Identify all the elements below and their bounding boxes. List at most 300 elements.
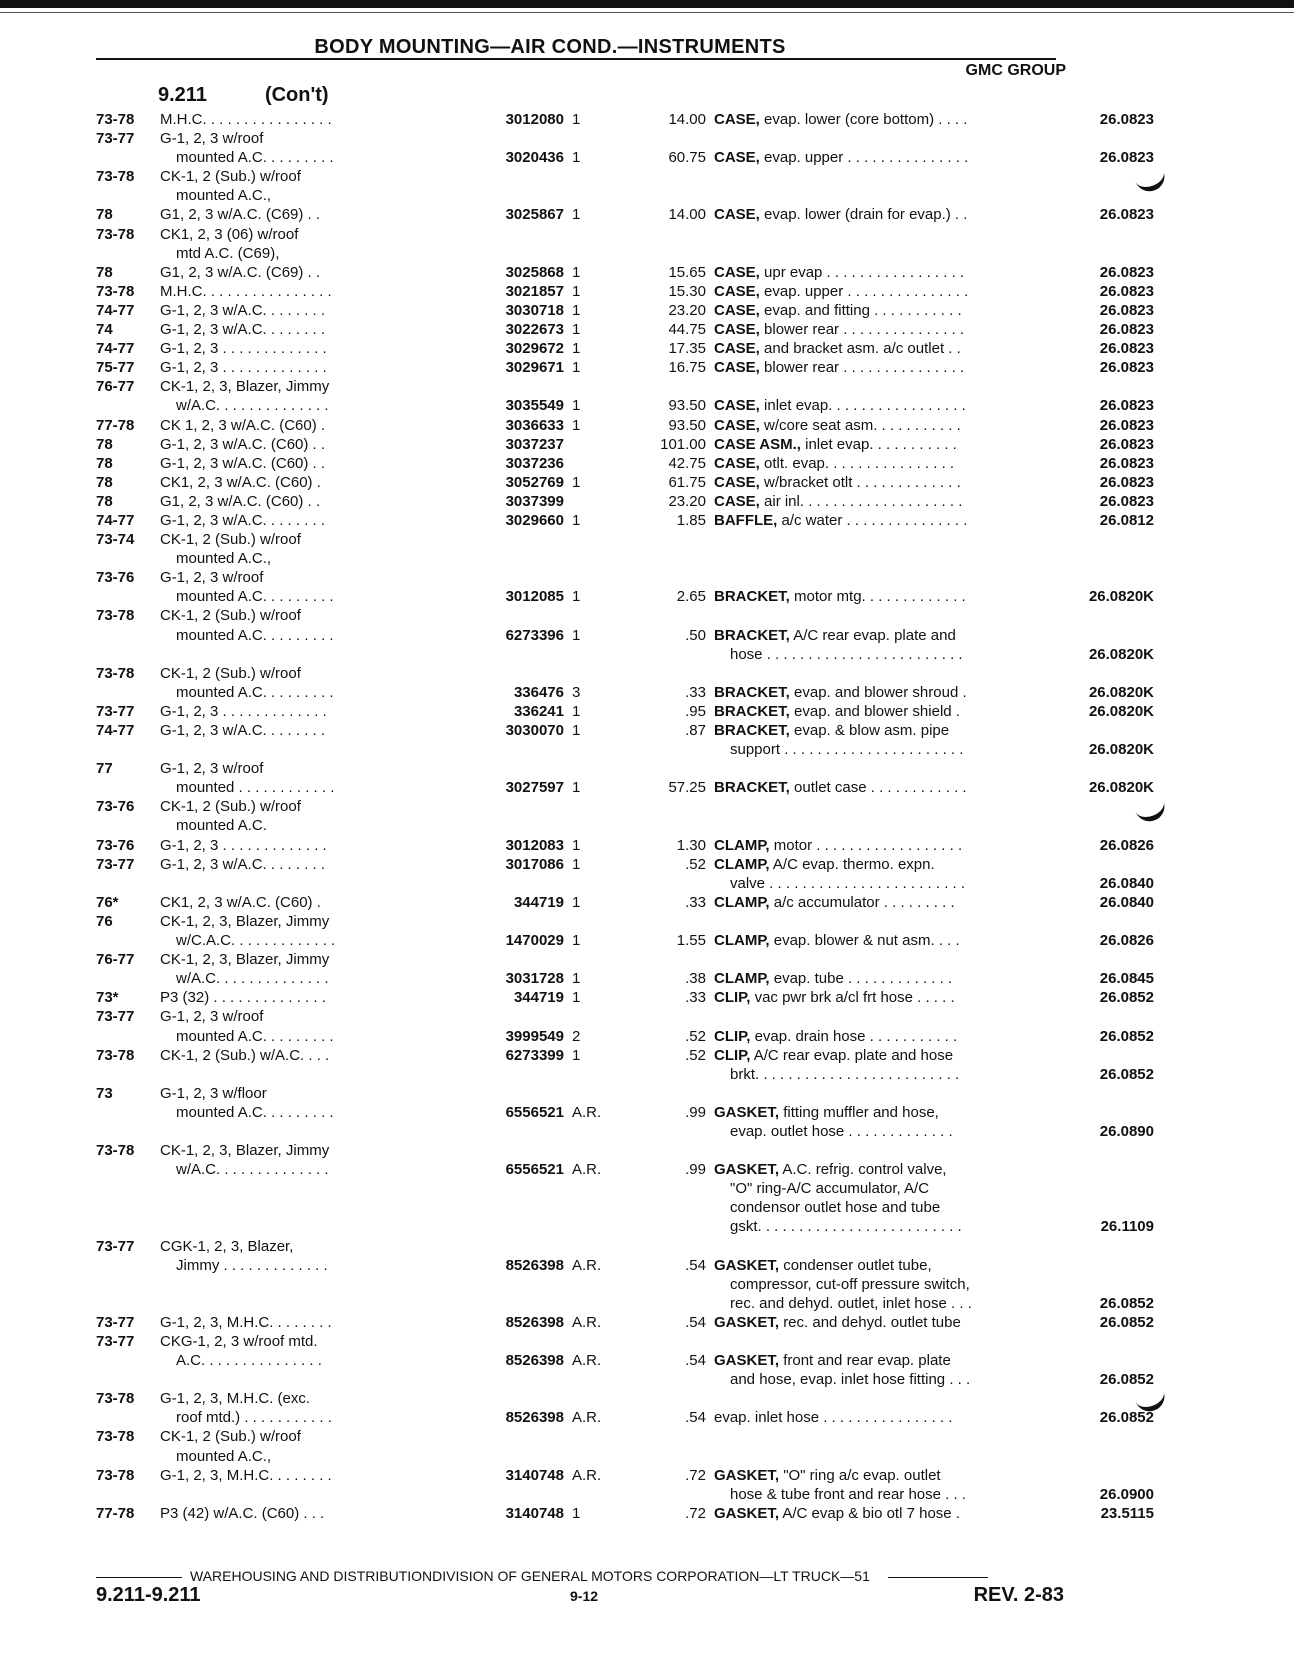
model-years: 76-77: [96, 378, 135, 396]
part-name-keyword: CASE,: [714, 473, 760, 491]
gmc-group: 26.0826: [1099, 836, 1154, 854]
application-description: G-1, 2, 3 . . . . . . . . . . . . .: [160, 702, 327, 720]
part-number: 3012083: [505, 836, 564, 854]
table-row: [96, 816, 1066, 835]
model-years: 78: [96, 473, 113, 491]
model-years: 74-77: [96, 301, 135, 319]
application-description: M.H.C. . . . . . . . . . . . . . . .: [160, 111, 332, 128]
application-description: G-1, 2, 3 w/floor: [160, 1084, 267, 1102]
part-name: [730, 1217, 1040, 1236]
part-number: 3012080: [505, 111, 564, 128]
part-name: [714, 969, 1040, 988]
part-name: [730, 1370, 1040, 1389]
part-number: 3012085: [505, 588, 564, 606]
footer-publisher-text: WAREHOUSING AND DISTRIBUTIONDIVISION OF GENERAL MOTORS CORPORATION—LT TRUCK—51: [190, 1568, 870, 1584]
table-row: [96, 702, 1154, 721]
table-row: [96, 931, 1154, 950]
table-row: [96, 1351, 1066, 1370]
table-row: [96, 1217, 1154, 1236]
table-row: [96, 587, 1154, 606]
part-name-detail: rec. and dehyd. outlet, inlet hose . . .: [730, 1294, 972, 1312]
price: 1.30: [676, 836, 706, 854]
application-description: mounted A.C. . . . . . . . .: [176, 626, 334, 644]
gmc-group: 26.0823: [1099, 397, 1154, 415]
table-row: [96, 1103, 1066, 1122]
part-name-detail: hose & tube front and rear hose . . .: [730, 1485, 966, 1503]
price: .33: [685, 893, 706, 911]
application-description: mounted A.C. . . . . . . . .: [176, 588, 334, 606]
quantity: A.R.: [572, 1161, 602, 1179]
part-name-detail: evap. blower & nut asm. . . .: [773, 932, 960, 950]
application-description: mounted A.C. . . . . . . . .: [176, 1103, 334, 1121]
part-name-keyword: CASE,: [714, 321, 760, 339]
application-description: CK-1, 2 (Sub.) w/roof: [160, 607, 301, 625]
part-name-detail: inlet evap. . . . . . . . . . .: [805, 435, 957, 453]
part-name: [730, 1294, 1040, 1313]
part-name: [714, 1408, 1040, 1427]
model-years: 78: [96, 435, 113, 453]
quantity: 1: [572, 416, 581, 434]
part-number: 3029671: [505, 359, 564, 377]
table-row: [96, 1313, 1154, 1332]
gmc-group: 26.0852: [1099, 1409, 1154, 1427]
gmc-group: 26.0823: [1099, 301, 1154, 319]
gmc-group: 26.0812: [1099, 511, 1154, 529]
price: 93.50: [668, 416, 706, 434]
part-name: [714, 855, 1040, 874]
model-years: 73-78: [96, 1046, 135, 1064]
price: .72: [685, 1466, 706, 1484]
table-row: [96, 1294, 1154, 1313]
gmc-group: 26.0820K: [1088, 779, 1154, 797]
application-description: G-1, 2, 3, M.H.C. . . . . . . .: [160, 1313, 332, 1331]
gmc-group: 26.0823: [1099, 321, 1154, 339]
quantity: 3: [572, 683, 581, 701]
table-row: [96, 1046, 1066, 1065]
application-description: w/C.A.C. . . . . . . . . . . . .: [176, 932, 336, 950]
model-years: 78: [96, 206, 113, 224]
model-years: 77-78: [96, 1504, 135, 1522]
price: 57.25: [668, 779, 706, 797]
model-years: 73-76: [96, 798, 135, 816]
table-row: [96, 301, 1154, 320]
quantity: 1: [572, 111, 581, 128]
part-name-keyword: BRACKET,: [714, 722, 790, 739]
price: .54: [685, 1313, 706, 1331]
application-description: G-1, 2, 3 . . . . . . . . . . . . .: [160, 359, 327, 377]
table-row: [96, 1007, 1066, 1026]
gmc-group: 26.0820K: [1088, 683, 1154, 701]
part-name: [714, 454, 1040, 473]
table-row: [96, 492, 1154, 511]
table-row: [96, 320, 1154, 339]
table-row: [96, 110, 1154, 129]
part-name: [714, 205, 1040, 224]
part-name-detail: vac pwr brk a/cl frt hose . . . . .: [754, 989, 955, 1007]
part-name-detail: outlet case . . . . . . . . . . . .: [794, 779, 967, 797]
price: .52: [685, 1046, 706, 1064]
application-description: CK-1, 2 (Sub.) w/roof: [160, 531, 301, 549]
price: .33: [685, 989, 706, 1007]
application-description: A.C. . . . . . . . . . . . . . .: [176, 1352, 322, 1370]
application-description: mounted . . . . . . . . . . . .: [176, 779, 335, 797]
part-name: [730, 1275, 1040, 1294]
part-name: [714, 587, 1040, 606]
part-name-keyword: GASKET,: [714, 1313, 780, 1331]
part-name: [730, 1122, 1040, 1141]
application-description: Jimmy . . . . . . . . . . . . .: [176, 1256, 328, 1274]
model-years: 73-78: [96, 1466, 135, 1484]
gmc-group: 26.0852: [1099, 1294, 1154, 1312]
part-name-keyword: BRACKET,: [714, 702, 790, 720]
part-name: [714, 1256, 1040, 1275]
table-row: [96, 1027, 1154, 1046]
application-description: M.H.C. . . . . . . . . . . . . . . .: [160, 282, 332, 300]
part-number: 3030070: [505, 722, 564, 739]
quantity: 1: [572, 301, 581, 319]
quantity: A.R.: [572, 1313, 602, 1331]
part-name-detail: evap. drain hose . . . . . . . . . . .: [754, 1027, 958, 1045]
part-name: [714, 416, 1040, 435]
footer-rule-left: [96, 1577, 182, 1578]
table-row: [96, 721, 1066, 740]
table-row: [96, 836, 1154, 855]
part-name: [714, 1504, 1040, 1523]
part-name-detail: valve . . . . . . . . . . . . . . . . . . . . . . . .: [730, 874, 966, 892]
table-row: [96, 416, 1154, 435]
quantity: 1: [572, 149, 581, 167]
quantity: 1: [572, 340, 581, 358]
price: .38: [685, 970, 706, 988]
part-name-keyword: GASKET,: [714, 1504, 780, 1522]
parts-table: [96, 110, 1154, 1523]
model-years: 73-78: [96, 168, 135, 186]
table-row: [96, 778, 1154, 797]
model-years: 74-77: [96, 722, 135, 739]
application-description: P3 (42) w/A.C. (C60) . . .: [160, 1504, 325, 1522]
application-description: G-1, 2, 3 w/A.C. . . . . . . .: [160, 511, 326, 529]
gmc-group: 26.0823: [1099, 149, 1154, 167]
table-row: [96, 893, 1154, 912]
part-name-detail: front and rear evap. plate: [783, 1352, 951, 1370]
footer-page-number: 9-12: [570, 1588, 599, 1604]
part-name: [714, 320, 1040, 339]
table-row: [96, 358, 1154, 377]
part-name-keyword: GASKET,: [714, 1161, 780, 1179]
price: .54: [685, 1409, 706, 1427]
part-name: [714, 988, 1040, 1007]
punch-hole-mark: [1133, 796, 1168, 826]
application-description: G-1, 2, 3, M.H.C. (exc.: [160, 1390, 311, 1408]
part-name: [714, 358, 1040, 377]
footer-revision: REV. 2-83: [973, 1584, 1064, 1606]
quantity: 1: [572, 1504, 581, 1522]
table-row: [96, 186, 1066, 205]
part-name-detail: condensor outlet hose and tube: [730, 1199, 941, 1217]
table-row: [96, 855, 1066, 874]
model-years: 74: [96, 321, 113, 339]
gmc-group: 26.0820K: [1088, 645, 1154, 663]
model-years: 76-77: [96, 951, 135, 969]
part-name-keyword: CASE ASM.,: [714, 435, 801, 453]
price: 15.65: [668, 263, 706, 281]
price: .54: [685, 1352, 706, 1370]
part-name-keyword: CASE,: [714, 397, 760, 415]
table-row: [96, 435, 1154, 454]
table-row: [96, 1256, 1066, 1275]
model-years: 76*: [96, 893, 119, 911]
quantity: 1: [572, 836, 581, 854]
quantity: A.R.: [572, 1352, 602, 1370]
quantity: 1: [572, 473, 581, 491]
application-description: CK-1, 2, 3, Blazer, Jimmy: [160, 912, 330, 930]
table-row: [96, 1198, 1066, 1217]
application-description: mounted A.C. . . . . . . . .: [176, 683, 334, 701]
part-name-detail: A/C rear evap. plate and: [793, 626, 956, 644]
price: .52: [685, 855, 706, 873]
gmc-group: 26.0852: [1099, 1027, 1154, 1045]
application-description: G-1, 2, 3 w/A.C. . . . . . . .: [160, 855, 326, 873]
price: .52: [685, 1027, 706, 1045]
table-row: [96, 282, 1154, 301]
part-name-detail: A/C rear evap. plate and hose: [753, 1046, 954, 1064]
part-name: [714, 1046, 1040, 1065]
part-name-detail: w/bracket otlt . . . . . . . . . . . . .: [764, 473, 961, 491]
part-name: [714, 1160, 1040, 1179]
application-description: CK1, 2, 3 w/A.C. (C60) .: [160, 473, 321, 491]
part-name: [714, 492, 1040, 511]
part-name-detail: evap. and fitting . . . . . . . . . . .: [764, 301, 962, 319]
application-description: G-1, 2, 3 w/A.C. . . . . . . .: [160, 722, 326, 739]
part-name: [730, 740, 1040, 759]
part-name: [714, 1027, 1040, 1046]
part-name: [730, 645, 1040, 664]
gmc-group: 26.0852: [1099, 1065, 1154, 1083]
part-name: [714, 893, 1040, 912]
price: 42.75: [668, 454, 706, 472]
model-years: 74-77: [96, 511, 135, 529]
part-name-detail: A.C. refrig. control valve,: [782, 1161, 947, 1179]
application-description: G-1, 2, 3 . . . . . . . . . . . . .: [160, 836, 327, 854]
application-description: mounted A.C.,: [176, 1447, 272, 1465]
top-border-thin: [0, 12, 1294, 13]
part-name-keyword: BRACKET,: [714, 626, 790, 644]
part-name-detail: otlt. evap. . . . . . . . . . . . . . . .: [764, 454, 955, 472]
table-row: [96, 969, 1154, 988]
price: .99: [685, 1161, 706, 1179]
table-row: [96, 797, 1066, 816]
part-number: 3021857: [505, 282, 564, 300]
price: 17.35: [668, 340, 706, 358]
table-row: [96, 473, 1154, 492]
table-row: [96, 740, 1154, 759]
table-row: [96, 759, 1066, 778]
table-row: [96, 1141, 1066, 1160]
table-row: [96, 1237, 1066, 1256]
application-description: G-1, 2, 3 w/A.C. . . . . . . .: [160, 301, 326, 319]
application-description: mounted A.C.,: [176, 187, 272, 205]
part-name: [714, 1466, 1040, 1485]
table-row: [96, 568, 1066, 587]
part-name-detail: evap. tube . . . . . . . . . . . . .: [773, 970, 953, 988]
part-name-detail: a/c water . . . . . . . . . . . . . . .: [781, 511, 968, 529]
application-description: G-1, 2, 3 w/roof: [160, 1008, 264, 1026]
quantity: 1: [572, 893, 581, 911]
price: 23.20: [668, 492, 706, 510]
gmc-group: 26.0890: [1099, 1122, 1154, 1140]
part-name-keyword: BRACKET,: [714, 779, 790, 797]
table-row: [96, 1065, 1154, 1084]
table-row: [96, 511, 1154, 530]
quantity: 1: [572, 702, 581, 720]
application-description: G1, 2, 3 w/A.C. (C69) . .: [160, 263, 321, 281]
quantity: 1: [572, 263, 581, 281]
part-name: [714, 339, 1040, 358]
application-description: CK1, 2, 3 (06) w/roof: [160, 225, 299, 243]
part-name-detail: air inl. . . . . . . . . . . . . . . . . . . .: [764, 492, 963, 510]
quantity: 1: [572, 511, 581, 529]
part-number: 6273399: [505, 1046, 564, 1064]
table-row: [96, 225, 1066, 244]
part-name-detail: evap. and blower shield .: [794, 702, 960, 720]
application-description: G-1, 2, 3 w/A.C. (C60) . .: [160, 435, 326, 453]
part-name-keyword: CLIP,: [714, 989, 751, 1007]
table-row: [96, 606, 1066, 625]
model-years: 73-77: [96, 702, 135, 720]
section-continued: (Con't): [264, 84, 329, 106]
quantity: 1: [572, 722, 581, 739]
model-years: 78: [96, 492, 113, 510]
application-description: G-1, 2, 3 w/roof: [160, 130, 264, 148]
part-name: [730, 1198, 1040, 1217]
section-heading: [158, 84, 329, 107]
application-description: CK-1, 2 (Sub.) w/roof: [160, 664, 301, 682]
table-row: [96, 1485, 1154, 1504]
part-name-keyword: CASE,: [714, 492, 760, 510]
table-row: [96, 129, 1066, 148]
part-name: [730, 874, 1040, 893]
part-name: [714, 110, 1040, 129]
table-row: [96, 1427, 1066, 1446]
application-description: CKG-1, 2, 3 w/roof mtd.: [160, 1333, 318, 1350]
part-name-detail: evap. outlet hose . . . . . . . . . . . . .: [730, 1122, 953, 1140]
application-description: G-1, 2, 3 w/A.C. . . . . . . .: [160, 321, 326, 339]
part-name: [714, 435, 1040, 454]
part-name-detail: blower rear . . . . . . . . . . . . . . .: [764, 359, 965, 377]
model-years: 73-78: [96, 282, 135, 300]
gmc-group: 26.0823: [1099, 492, 1154, 510]
part-number: 336241: [513, 702, 564, 720]
part-number: 6556521: [505, 1103, 564, 1121]
footer-rule-right: [888, 1577, 988, 1578]
gmc-group: 26.0840: [1099, 893, 1154, 911]
part-name-detail: brkt. . . . . . . . . . . . . . . . . . . . . . . . .: [730, 1065, 960, 1083]
gmc-group: 26.0845: [1099, 970, 1154, 988]
price: .95: [685, 702, 706, 720]
part-name-keyword: GASKET,: [714, 1466, 780, 1484]
part-name-keyword: CLAMP,: [714, 836, 770, 854]
part-name-detail: evap. upper . . . . . . . . . . . . . . .: [764, 149, 969, 167]
part-name-keyword: CLAMP,: [714, 970, 770, 988]
part-name-keyword: GASKET,: [714, 1256, 780, 1274]
part-name: [714, 1103, 1040, 1122]
part-number: 8526398: [505, 1409, 564, 1427]
application-description: w/A.C. . . . . . . . . . . . . .: [176, 970, 329, 988]
application-description: mounted A.C.: [176, 817, 267, 835]
part-number: 3030718: [505, 301, 564, 319]
table-row: [96, 912, 1066, 931]
part-name-detail: condenser outlet tube,: [783, 1256, 932, 1274]
part-number: 3140748: [505, 1466, 564, 1484]
table-row: [96, 1466, 1066, 1485]
table-row: [96, 1504, 1154, 1523]
part-name: [714, 1351, 1040, 1370]
gmc-group: 23.5115: [1100, 1504, 1154, 1522]
application-description: G-1, 2, 3 . . . . . . . . . . . . .: [160, 340, 327, 358]
application-description: CK 1, 2, 3 w/A.C. (C60) .: [160, 416, 326, 434]
part-name-keyword: CASE,: [714, 416, 760, 434]
part-number: 3020436: [505, 149, 564, 167]
table-row: [96, 377, 1066, 396]
quantity: 1: [572, 282, 581, 300]
section-number: 9.211: [158, 84, 207, 106]
part-name: [714, 836, 1040, 855]
application-description: CK-1, 2 (Sub.) w/A.C. . . .: [160, 1046, 330, 1064]
application-description: mtd A.C. (C69),: [176, 244, 280, 262]
part-name-detail: and bracket asm. a/c outlet . .: [764, 340, 961, 358]
part-name: [714, 473, 1040, 492]
gmc-group: 26.0820K: [1088, 741, 1154, 759]
part-name-detail: w/core seat asm. . . . . . . . . . .: [764, 416, 961, 434]
part-name-detail: compressor, cut-off pressure switch,: [730, 1275, 970, 1293]
quantity: 1: [572, 989, 581, 1007]
part-name-detail: rec. and dehyd. outlet tube: [783, 1313, 961, 1331]
model-years: 78: [96, 454, 113, 472]
table-row: [96, 1275, 1066, 1294]
gmc-group: 26.0840: [1099, 874, 1154, 892]
table-row: [96, 1408, 1154, 1427]
gmc-group: 26.0826: [1099, 932, 1154, 950]
quantity: 1: [572, 779, 581, 797]
part-number: 344719: [513, 989, 564, 1007]
part-name: [730, 1485, 1040, 1504]
gmc-group: 26.0823: [1099, 340, 1154, 358]
punch-hole-mark: [1133, 166, 1168, 196]
application-description: G1, 2, 3 w/A.C. (C69) . .: [160, 206, 321, 224]
application-description: G-1, 2, 3 w/roof: [160, 760, 264, 778]
application-description: mounted A.C. . . . . . . . .: [176, 149, 334, 167]
part-number: 3017086: [505, 855, 564, 873]
quantity: 1: [572, 626, 581, 644]
part-name-keyword: CASE,: [714, 282, 760, 300]
application-description: w/A.C. . . . . . . . . . . . . .: [176, 397, 329, 415]
part-name-keyword: CLAMP,: [714, 893, 770, 911]
part-name-detail: hose . . . . . . . . . . . . . . . . . . . . . . . .: [730, 645, 963, 663]
model-years: 73*: [96, 989, 119, 1007]
model-years: 73-78: [96, 664, 135, 682]
application-description: CK-1, 2 (Sub.) w/roof: [160, 798, 301, 816]
quantity: 1: [572, 397, 581, 415]
table-row: [96, 148, 1154, 167]
application-description: G-1, 2, 3, M.H.C. . . . . . . .: [160, 1466, 332, 1484]
quantity: 1: [572, 359, 581, 377]
part-name-detail: evap. and blower shroud .: [794, 683, 967, 701]
part-name-detail: a/c accumulator . . . . . . . . .: [773, 893, 955, 911]
quantity: 1: [572, 932, 581, 950]
quantity: A.R.: [572, 1466, 602, 1484]
part-name-keyword: CASE,: [714, 111, 760, 128]
part-name-detail: A/C evap & bio otl 7 hose .: [782, 1504, 960, 1522]
